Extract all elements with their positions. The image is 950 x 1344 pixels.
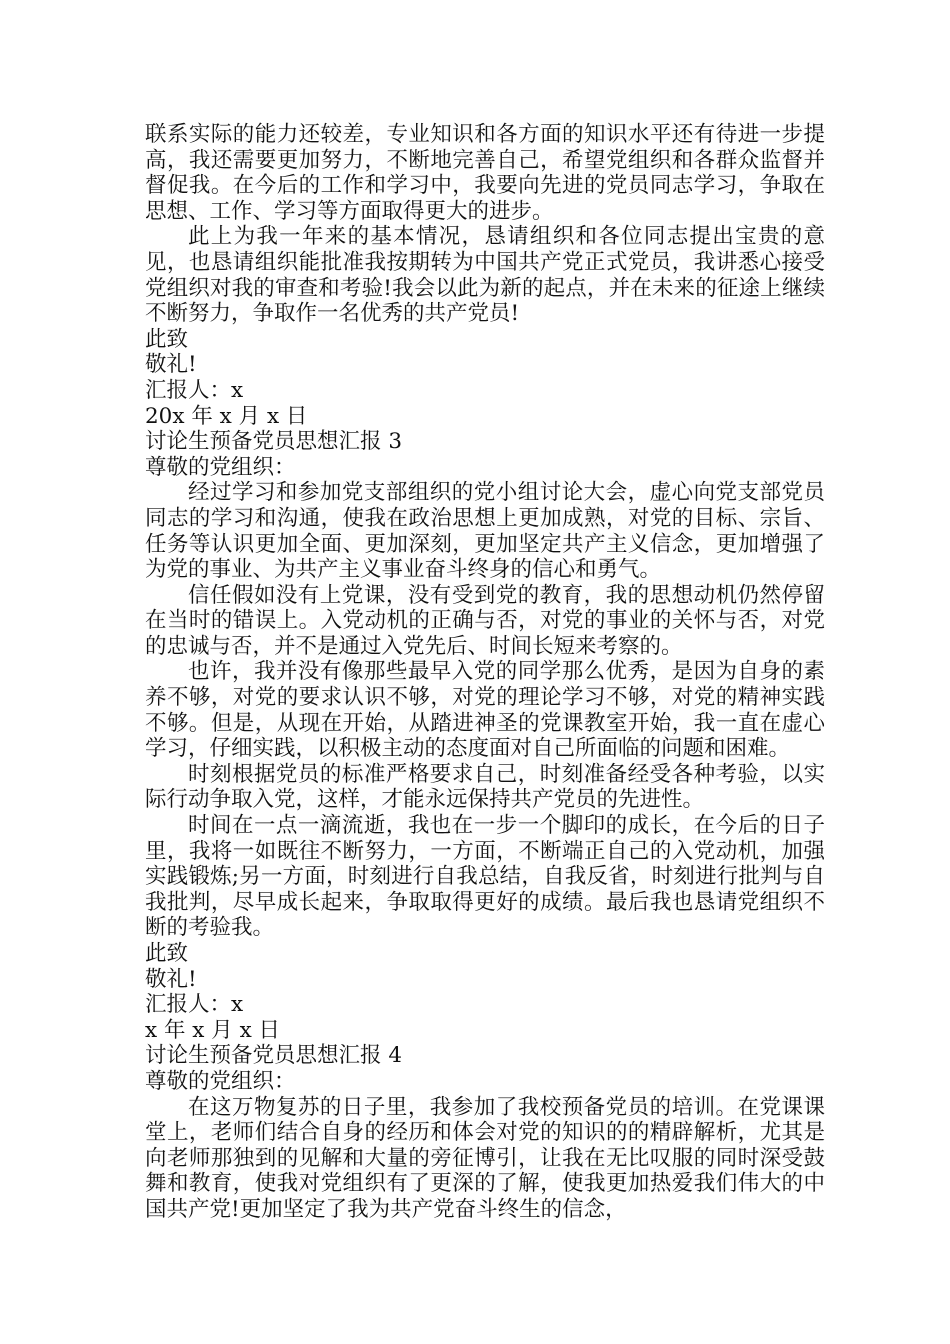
section-heading: 讨论生预备党员思想汇报 3 (145, 429, 403, 455)
paragraph: 时刻根据党员的标准严格要求自己，时刻准备经受各种考验，以实际行动争取入党，这样，才能永远保持共产党员的先进性。 (145, 761, 825, 813)
paragraph: 此上为我一年来的基本情况，恳请组织和各位同志提出宝贵的意见，也恳请组织能批准我按期转为中国共产党正式党员，我讲悉心接受党组织对我的审查和考验!我会以此为新的起点，并在未来的征途上继续不断努力，争取作一名优秀的共产党员! (145, 224, 825, 327)
section-heading: 讨论生预备党员思想汇报 4 (145, 1043, 403, 1069)
document-body (145, 122, 825, 1223)
salutation-line: 敬礼! (145, 352, 197, 378)
paragraph: 联系实际的能力还较差，专业知识和各方面的知识水平还有待进一步提高，我还需要更加努力，不断地完善自己，希望党组织和各群众监督并督促我。在今后的工作和学习中，我要向先进的党员同志学习，争取在思想、工作、学习等方面取得更大的进步。 (145, 122, 825, 224)
date-line: 20x 年 x 月 x 日 (145, 403, 308, 429)
paragraph: 经过学习和参加党支部组织的党小组讨论大会，虚心向党支部党员同志的学习和沟通，使我在政治思想上更加成熟，对党的目标、宗旨、任务等认识更加全面、更加深刻，更加坚定共产主义信念，更加增强了为党的事业、为共产主义事业奋斗终身的信心和勇气。 (145, 480, 825, 583)
salutation-line: 敬礼! (145, 966, 197, 992)
closing-line: 此致 (145, 326, 189, 352)
paragraph: 时间在一点一滴流逝，我也在一步一个脚印的成长，在今后的日子里，我将一如既往不断努力，一方面，不断端正自己的入党动机，加强实践锻炼;另一方面，时刻进行自我总结，自我反省，时刻进行批判与自我批判，尽早成长起来，争取取得更好的成绩。最后我也恳请党组织不断的考验我。 (145, 813, 825, 941)
paragraph: 也许，我并没有像那些最早入党的同学那么优秀，是因为自身的素养不够，对党的要求认识不够，对党的理论学习不够，对党的精神实践不够。但是，从现在开始，从踏进神圣的党课教室开始，我一直在虚心学习，仔细实践，以积极主动的态度面对自己所面临的问题和困难。 (145, 659, 825, 762)
paragraph: 在这万物复苏的日子里，我参加了我校预备党员的培训。在党课课堂上，老师们结合自身的经历和体会对党的知识的的精辟解析，尤其是向老师那独到的见解和大量的旁征博引，让我在无比叹服的同时深受鼓舞和教育，使我对党组织有了更深的了解，使我更加热爱我们伟大的中国共产党!更加坚定了我为共产党奋斗终生的信念， (145, 1094, 825, 1222)
reporter-line: 汇报人：x (145, 992, 244, 1018)
greeting-line: 尊敬的党组织： (145, 1068, 296, 1094)
reporter-line: 汇报人：x (145, 377, 244, 403)
paragraph: 信任假如没有上党课，没有受到党的教育，我的思想动机仍然停留在当时的错误上。入党动机的正确与否，对党的事业的关怀与否，对党的忠诚与否，并不是通过入党先后、时间长短来考察的。 (145, 582, 825, 659)
greeting-line: 尊敬的党组织： (145, 454, 296, 480)
closing-line: 此致 (145, 941, 189, 966)
date-line: x 年 x 月 x 日 (145, 1017, 281, 1043)
